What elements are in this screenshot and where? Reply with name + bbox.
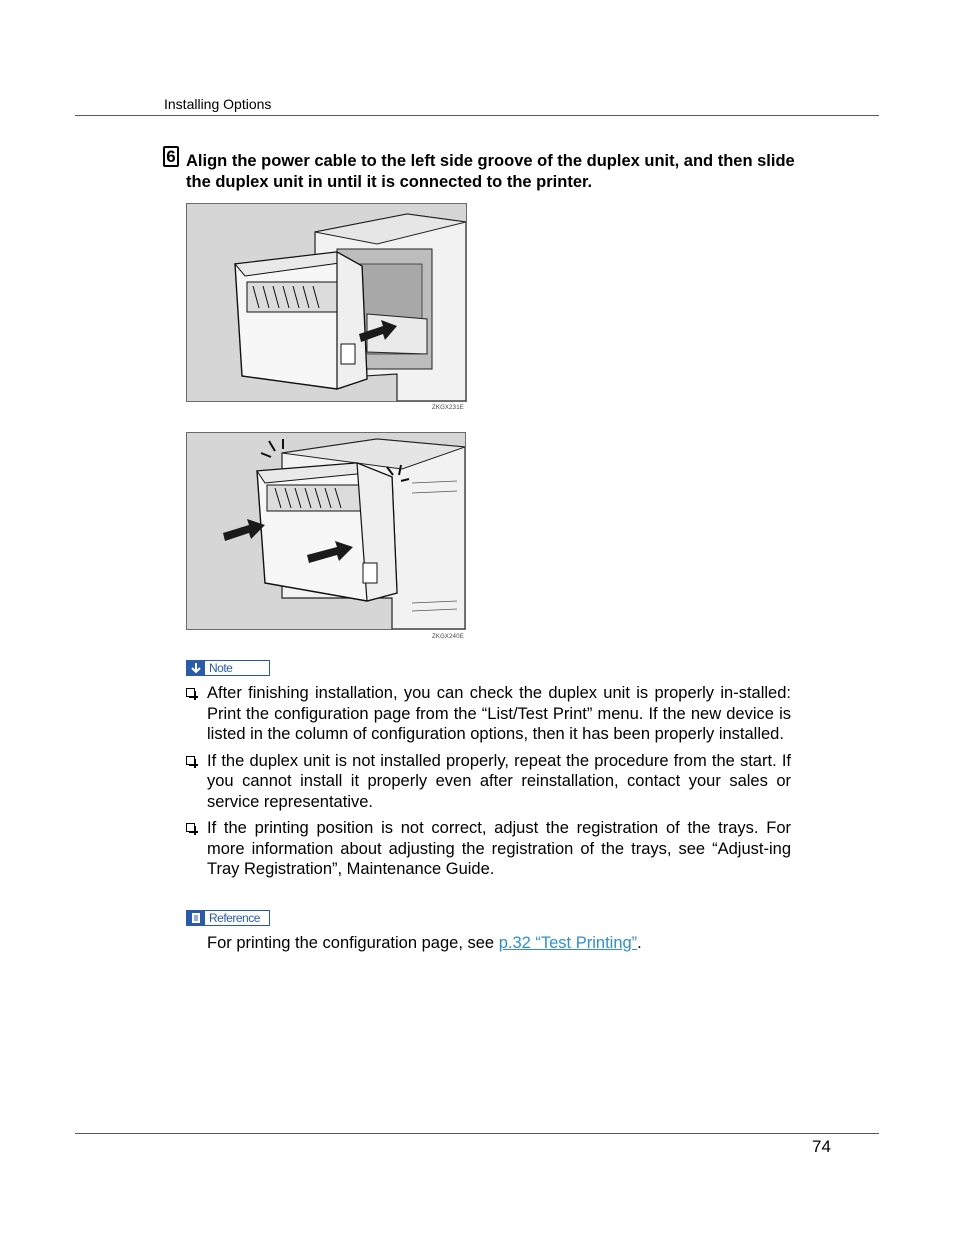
note-item-text: If the duplex unit is not installed properly, repeat the procedure from the start. If you cannot install it properly even after reinstallation, contact your sales or service representative.	[207, 751, 791, 811]
reference-text-after: .	[637, 934, 642, 952]
reference-text	[207, 933, 642, 953]
figure-code: ZKGX240E	[432, 634, 464, 640]
running-header: Installing Options	[164, 96, 272, 112]
checkbox-bullet-icon	[186, 823, 195, 832]
header-rule	[75, 115, 879, 116]
document-icon	[187, 911, 205, 925]
list-item	[186, 751, 791, 813]
note-label	[186, 660, 270, 676]
footer-rule	[75, 1133, 879, 1134]
page-number: 74	[812, 1137, 831, 1156]
figure-code: ZKGX231E	[432, 405, 464, 411]
illustration-duplex-connected	[186, 432, 466, 630]
step-instruction: Align the power cable to the left side groove of the duplex unit, and then slide the duplex unit in until it is connected to the printer.	[186, 152, 795, 191]
step-number-badge: 6	[163, 146, 179, 167]
note-label-text: Note	[209, 661, 233, 675]
list-item	[186, 818, 791, 880]
checkbox-bullet-icon	[186, 688, 195, 697]
printer-duplex-drawing-2	[187, 433, 465, 629]
test-printing-link[interactable]: p.32 “Test Printing”	[498, 934, 638, 952]
note-item-text: After finishing installation, you can check the duplex unit is properly in-stalled: Print the configuration page from the “List/Test Print” menu. If the new device is listed in the column of configuration options, then it has been properly installed.	[207, 684, 791, 743]
reference-label-text: Reference	[209, 911, 260, 925]
down-arrow-icon	[187, 661, 205, 675]
checkbox-bullet-icon	[186, 756, 195, 765]
note-list	[186, 683, 791, 886]
reference-label	[186, 910, 270, 926]
illustration-duplex-slide-in	[186, 203, 467, 402]
list-item	[186, 683, 791, 745]
reference-text-before: For printing the configuration page, see	[207, 934, 499, 952]
note-item-text: If the printing position is not correct, adjust the registration of the trays. For more information about adjusting the registration of the trays, see “Adjust-ing Tray Registration”, Maintenance Guide.	[207, 819, 791, 878]
printer-duplex-drawing-1	[187, 204, 466, 401]
